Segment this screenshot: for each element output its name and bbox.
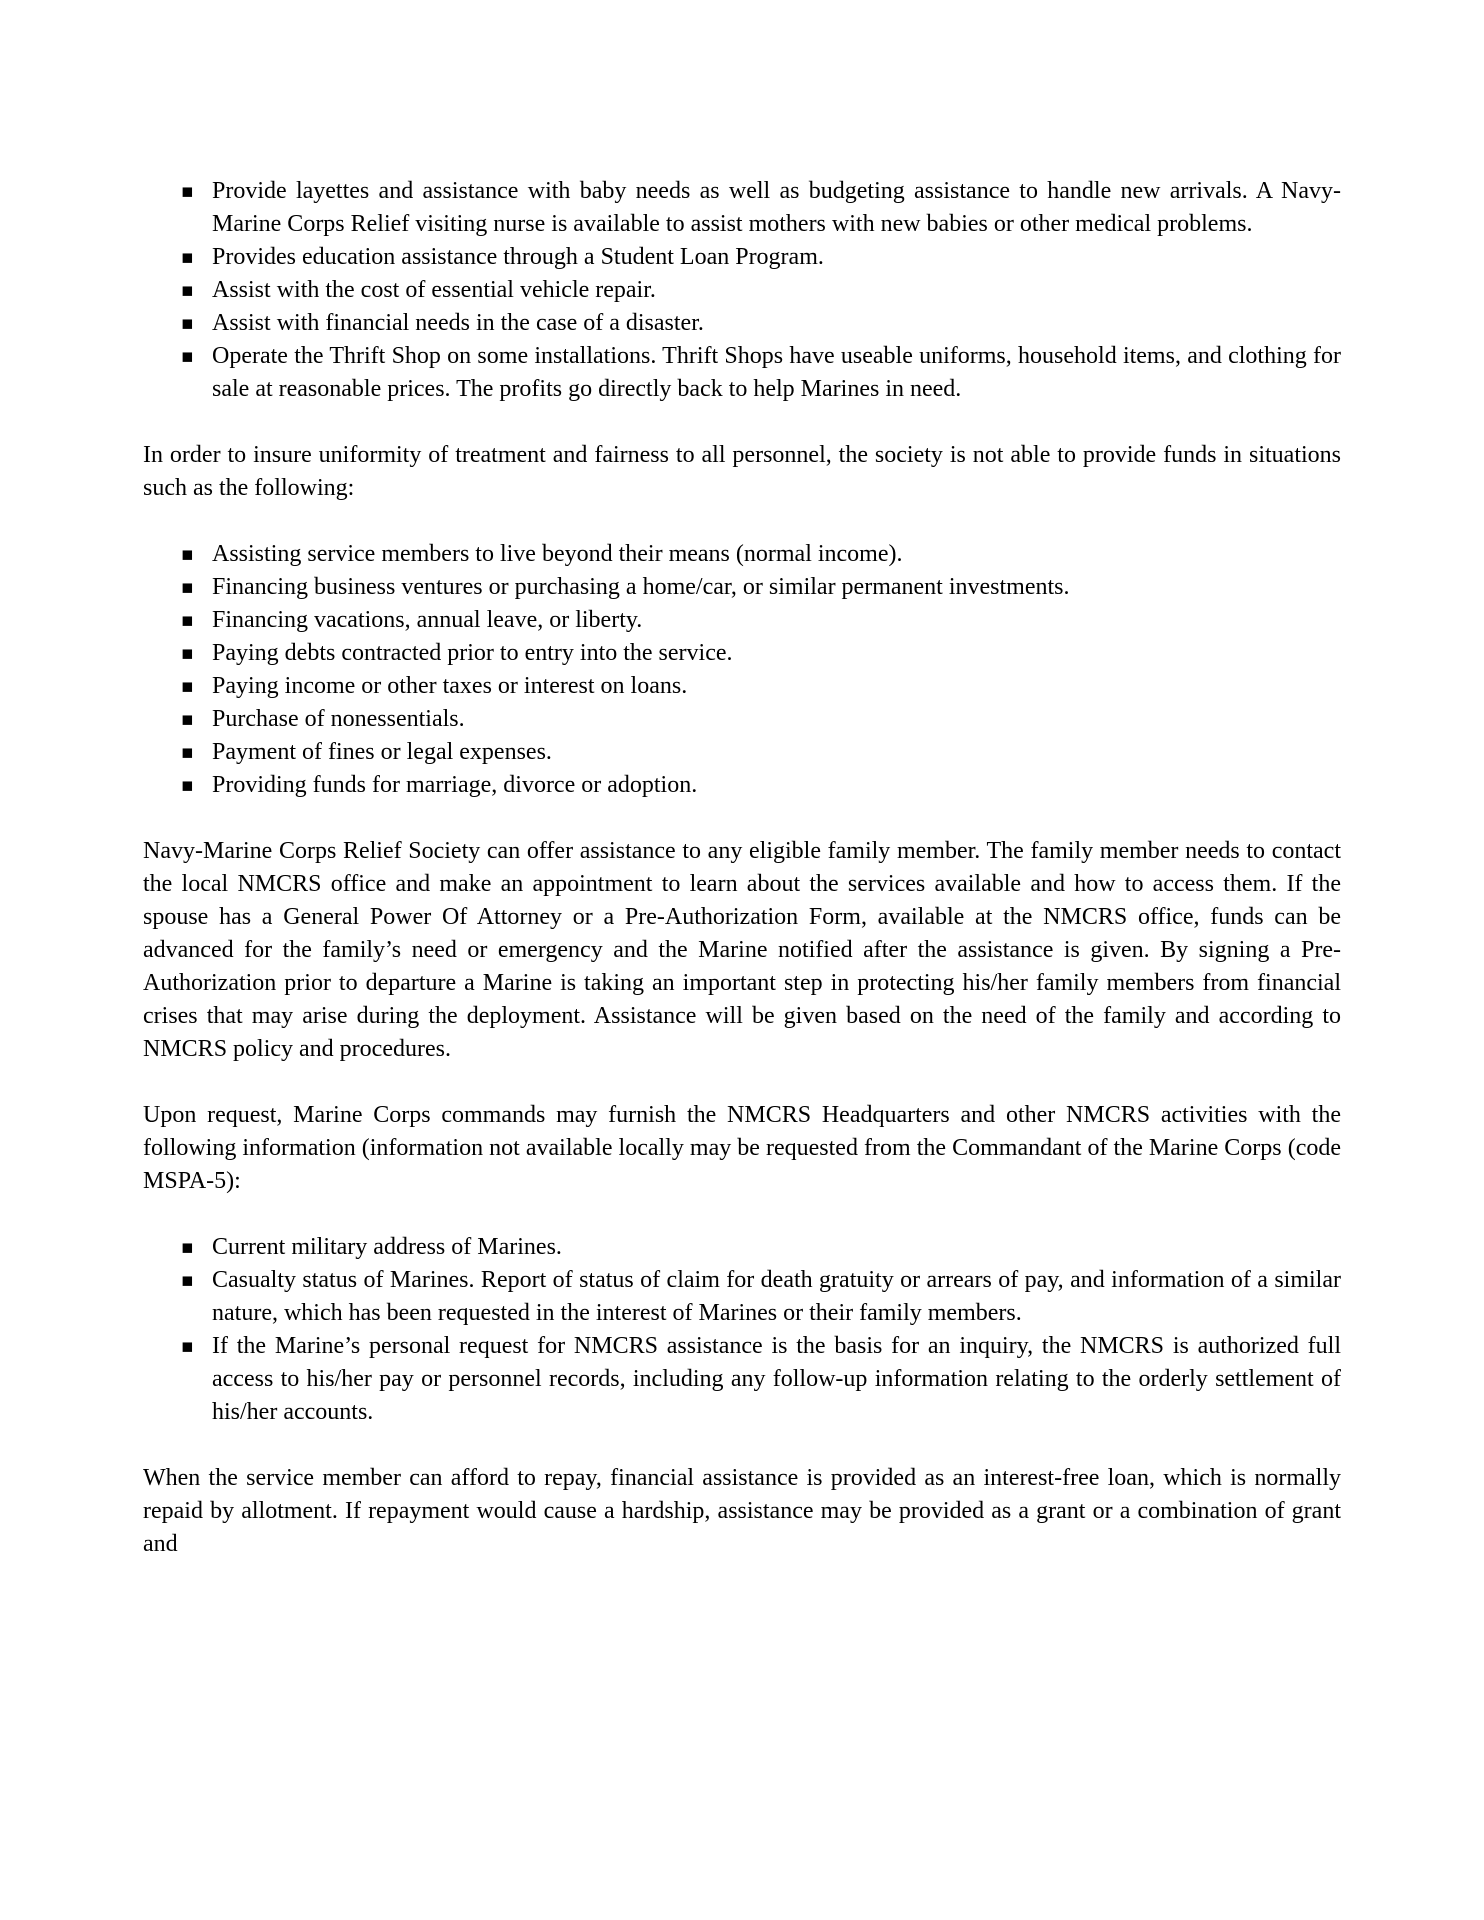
bullet-icon: ▪ <box>181 1269 194 1291</box>
list-item <box>143 340 1341 406</box>
list-item-text: Casualty status of Marines. Report of status of claim for death gratuity or arrears of pay, and information of a similar nature, which has been requested in the interest of Marines or their family members. <box>212 1267 1341 1326</box>
list-item-text: Assist with financial needs in the case of a disaster. <box>212 310 704 336</box>
bullet-icon: ▪ <box>181 1236 194 1258</box>
list-item <box>143 1330 1341 1429</box>
bullet-icon: ▪ <box>181 345 194 367</box>
bullet-icon: ▪ <box>181 576 194 598</box>
list-item <box>143 571 1341 604</box>
bullet-icon: ▪ <box>181 180 194 202</box>
paragraph-family-assistance: Navy-Marine Corps Relief Society can offer assistance to any eligible family member. The family member needs to contact the local NMCRS office and make an appointment to learn about the services available and how to access them. If the spouse has a General Power Of Attorney or a Pre-Authorization Form, available at the NMCRS office, funds can be advanced for the family’s need or emergency and the Marine notified after the assistance is given. By signing a Pre-Authorization prior to departure a Marine is taking an important step in protecting his/her family members from financial crises that may arise during the deployment. Assistance will be given based on the need of the family and according to NMCRS policy and procedures. <box>143 838 1341 1062</box>
paragraph-information-request: Upon request, Marine Corps commands may furnish the NMCRS Headquarters and other NMCRS activities with the following information (information not available locally may be requested from the Commandant of the Marine Corps (code MSPA-5): <box>143 1102 1341 1194</box>
document-body <box>143 175 1341 1561</box>
list-item-text: Paying income or other taxes or interest on loans. <box>212 673 688 699</box>
list-item-text: Assist with the cost of essential vehicle repair. <box>212 277 656 303</box>
bullet-icon: ▪ <box>181 246 194 268</box>
list-item-text: Purchase of nonessentials. <box>212 706 465 732</box>
bullet-icon: ▪ <box>181 642 194 664</box>
list-item <box>143 274 1341 307</box>
paragraph-repayment: When the service member can afford to repay, financial assistance is provided as an interest-free loan, which is normally repaid by allotment. If repayment would cause a hardship, assistance may be provided as a grant or a combination of grant and <box>143 1465 1341 1557</box>
list-item <box>143 769 1341 802</box>
list-item <box>143 241 1341 274</box>
list-item-text: If the Marine’s personal request for NMCRS assistance is the basis for an inquiry, the NMCRS is authorized full access to his/her pay or personnel records, including any follow-up information relating to the orderly settlement of his/her accounts. <box>212 1333 1341 1425</box>
list-item-text: Operate the Thrift Shop on some installations. Thrift Shops have useable uniforms, household items, and clothing for sale at reasonable prices. The profits go directly back to help Marines in need. <box>212 343 1341 402</box>
list-item <box>143 703 1341 736</box>
bullet-icon: ▪ <box>181 609 194 631</box>
list-item <box>143 1231 1341 1264</box>
bullet-icon: ▪ <box>181 675 194 697</box>
list-item-text: Provides education assistance through a Student Loan Program. <box>212 244 824 270</box>
bullet-icon: ▪ <box>181 774 194 796</box>
list-item-text: Paying debts contracted prior to entry into the service. <box>212 640 733 666</box>
restrictions-bullet-list <box>143 538 1341 802</box>
list-item-text: Current military address of Marines. <box>212 1234 562 1260</box>
list-item-text: Financing business ventures or purchasing a home/car, or similar permanent investments. <box>212 574 1070 600</box>
bullet-icon: ▪ <box>181 1335 194 1357</box>
bullet-icon: ▪ <box>181 279 194 301</box>
list-item <box>143 604 1341 637</box>
list-item <box>143 736 1341 769</box>
bullet-icon: ▪ <box>181 543 194 565</box>
list-item-text: Providing funds for marriage, divorce or adoption. <box>212 772 698 798</box>
list-item-text: Payment of fines or legal expenses. <box>212 739 552 765</box>
bullet-icon: ▪ <box>181 741 194 763</box>
list-item <box>143 175 1341 241</box>
list-item <box>143 538 1341 571</box>
list-item-text: Provide layettes and assistance with baby needs as well as budgeting assistance to handle new arrivals. A Navy-Marine Corps Relief visiting nurse is available to assist mothers with new babies or other medical problems. <box>212 178 1341 237</box>
list-item <box>143 670 1341 703</box>
bullet-icon: ▪ <box>181 312 194 334</box>
list-item <box>143 637 1341 670</box>
paragraph-uniformity-note: In order to insure uniformity of treatment and fairness to all personnel, the society is not able to provide funds in situations such as the following: <box>143 442 1341 501</box>
list-item <box>143 307 1341 340</box>
information-bullet-list <box>143 1231 1341 1429</box>
bullet-icon: ▪ <box>181 708 194 730</box>
services-bullet-list <box>143 175 1341 406</box>
list-item <box>143 1264 1341 1330</box>
list-item-text: Assisting service members to live beyond their means (normal income). <box>212 541 903 567</box>
list-item-text: Financing vacations, annual leave, or liberty. <box>212 607 643 633</box>
